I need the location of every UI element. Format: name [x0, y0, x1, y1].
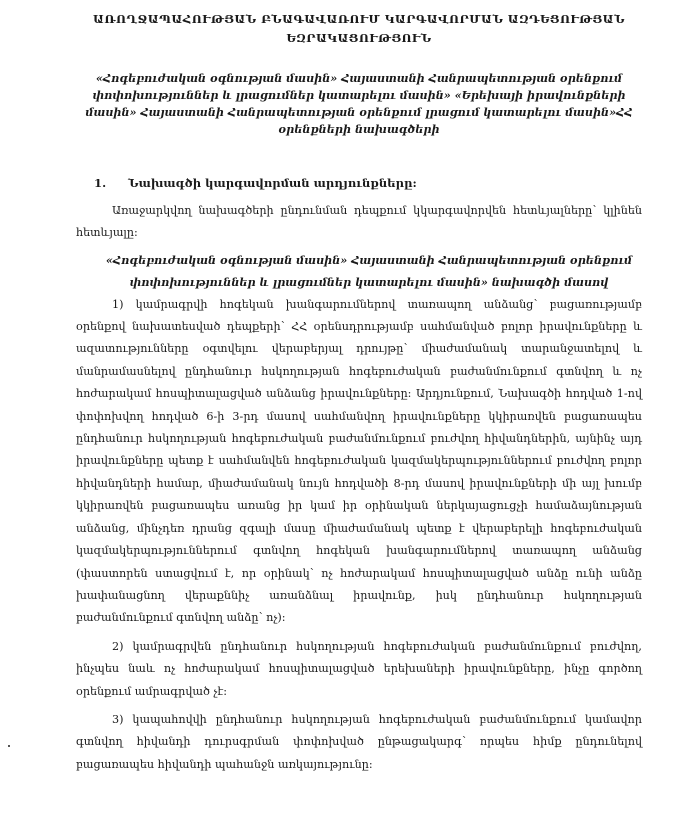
list-item: 3) կապահովվի ընդհանուր հսկողության հոգեբուժական բաժանմունքում կամավոր գտնվող հիվանդի դուրսգրման փոփոխված ընթացակարգ՝ որպես հիմք ընդունելով բացառապես հիվանդի պահանջն առկայությունը:: [76, 712, 642, 771]
chapter-title: «Հոգեբուժական օգնության մասին» Հայաստանի Հանրապետության օրենքում փոփոխություններ և լրացումներ կատարելու մասին» նախագծի մասով: [105, 252, 633, 290]
document-heading: ԱՌՈՂՋԱՊԱՀՈՒԹՅԱՆ ԲՆԱԳԱՎԱՌՈՒՄ ԿԱՐԳԱՎՈՐՄԱՆ ԱԶԴԵՑՈՒԹՅԱՆ ԵԶՐԱԿԱՑՈՒԹՅՈՒՆ: [93, 12, 625, 45]
list-item: 2) կամրագրվեն ընդհանուր հսկողության հոգեբուժական բաժանմունքում բուժվող, ինչպես նաև ոչ հոժարակամ հոսպիտալացված երեխաների իրավունքները, ինչը գործող օրենքում ամրագրված չէ:: [76, 639, 642, 698]
section-number: 1.: [94, 176, 107, 190]
document-subheading: «Հոգեբուժական օգնության մասին» Հայաստանի Հանրապետության օրենքում փոփոխություններ և լրացումներ կատարելու մասին» «Երեխայի իրավունքների մասին» Հայաստանի Հանրապետության օրենքում լրացում կատարելու մասին»ՀՀ օրենքների նախագծերի: [85, 71, 633, 136]
section-heading: [94, 174, 642, 192]
scan-speck: [8, 745, 10, 747]
intro-paragraph: Առաջարկվող նախագծերի ընդունման դեպքում կկարգավորվեն հետևյալները՝ կլինեն հետևյալը:: [76, 204, 642, 240]
list-item: 1) կամրագրվի հոգեկան խանգարումներով տառապող անձանց՝ բացառությամբ օրենքով նախատեսված դեպքերի՝ ՀՀ օրենսդրությամբ սահմանված բոլոր իրավունքները և ազատությունները օգտվելու վերաբերյալ դրույթը՝ միաժամանակ տարանջատելով և մանրամասնելով ընդհանուր հսկողության հոգեբուժական բաժանմունքում գտնվող և ոչ հոժարակամ հոսպիտալացված անձանց իրավունքները: Արդյունքում, Նախագծի հոդված 1-ով փոփոխվող հոդված 6-ի 3-րդ մասով սահմանվող իրավունքները կկիրառվեն բացառապես ընդհանուր հսկողության հոգեբուժական բաժանմունքում բուժվող հիվանդներին, այնինչ այդ իրավունքները պետք է սահմանվեն հոգեբուժական կազմակերպություններում բուժվող բոլոր հիվանդների համար, միաժամանակ նույն հոդվածի 8-րդ մասով իրավունքների մի այլ խումբ կկիրառվեն բացառապես առանց իր կամ իր օրինական ներկայացուցչի համաձայնության անձանց, մինչդեռ դրանց զգալի մասը միաժամանակ պետք է վերաբերելի հոգեբուժական կազմակերպություններում գտնվող հոգեկան խանգարումներով տառապող անձանց (փաստորեն ստացվում է, որ օրինակ՝ ոչ հոժարակամ հոսպիտալացված անձը ունի անձը խափանացնող վերաքննիչ առանձնալ իրավունք, իսկ ընդհանուր հսկողության բաժանմունքում գտնվող անձը՝ ոչ):: [76, 297, 642, 625]
section-title: Նախագծի կարգավորման արդյունքները:: [128, 176, 417, 190]
